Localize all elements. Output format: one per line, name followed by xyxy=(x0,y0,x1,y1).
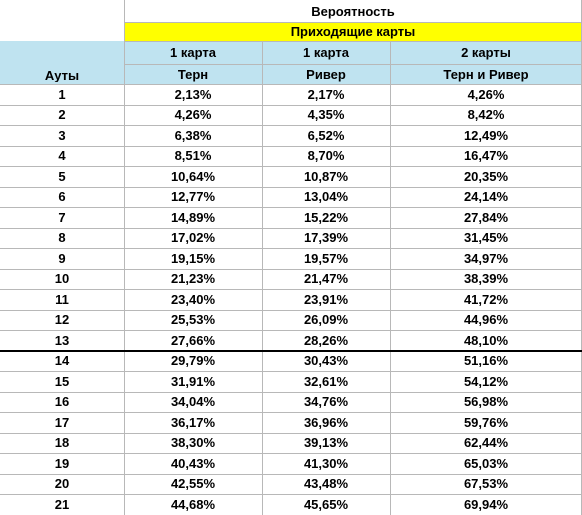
outs-count: 3 xyxy=(58,127,66,143)
probability-value: 8,51% xyxy=(174,148,212,164)
outs-count: 4 xyxy=(58,148,66,164)
outs-count: 2 xyxy=(58,107,66,123)
probability-header: Вероятность xyxy=(311,3,395,19)
probability-value: 15,22% xyxy=(303,209,349,225)
row-separator xyxy=(0,350,582,352)
probability-value: 23,91% xyxy=(303,291,349,307)
probability-value: 14,89% xyxy=(170,209,216,225)
outs-header: Ауты xyxy=(44,68,80,82)
grid-line xyxy=(124,0,125,515)
grid-line xyxy=(0,474,582,475)
probability-value: 41,30% xyxy=(303,455,349,471)
probability-value: 39,13% xyxy=(303,435,349,451)
probability-value: 8,42% xyxy=(467,107,505,123)
probability-value: 17,02% xyxy=(170,230,216,246)
grid-line xyxy=(0,433,582,434)
outs-count: 15 xyxy=(54,373,70,389)
outs-count: 18 xyxy=(54,435,70,451)
column-card-count: 1 карта xyxy=(303,45,349,60)
probability-value: 62,44% xyxy=(463,435,509,451)
outs-count: 6 xyxy=(58,189,66,205)
probability-value: 59,76% xyxy=(463,414,509,430)
probability-value: 19,57% xyxy=(303,250,349,266)
probability-value: 17,39% xyxy=(303,230,349,246)
grid-line xyxy=(0,84,582,85)
grid-line xyxy=(0,371,582,372)
probability-value: 31,45% xyxy=(463,230,509,246)
probability-value: 43,48% xyxy=(303,476,349,492)
probability-value: 27,66% xyxy=(170,332,216,348)
probability-value: 65,03% xyxy=(463,455,509,471)
probability-value: 10,64% xyxy=(170,168,216,184)
outs-count: 13 xyxy=(54,332,70,348)
probability-value: 38,39% xyxy=(463,271,509,287)
probability-value: 26,09% xyxy=(303,312,349,328)
probability-value: 67,53% xyxy=(463,476,509,492)
probability-value: 36,17% xyxy=(170,414,216,430)
column-card-count: 1 карта xyxy=(170,45,216,60)
outs-count: 21 xyxy=(54,496,70,512)
grid-line xyxy=(390,41,391,515)
probability-value: 12,77% xyxy=(170,189,216,205)
probability-value: 28,26% xyxy=(303,332,349,348)
grid-line xyxy=(0,453,582,454)
grid-line xyxy=(0,330,582,331)
outs-count: 20 xyxy=(54,476,70,492)
incoming-cards-header: Приходящие карты xyxy=(290,24,416,39)
probability-value: 31,91% xyxy=(170,373,216,389)
probability-value: 21,47% xyxy=(303,271,349,287)
outs-count: 14 xyxy=(54,353,70,369)
probability-value: 54,12% xyxy=(463,373,509,389)
grid-line xyxy=(0,166,582,167)
probability-value: 34,04% xyxy=(170,394,216,410)
outs-count: 12 xyxy=(54,312,70,328)
grid-line xyxy=(0,228,582,229)
probability-value: 34,97% xyxy=(463,250,509,266)
outs-count: 19 xyxy=(54,455,70,471)
grid-line xyxy=(0,248,582,249)
outs-count: 9 xyxy=(58,250,66,266)
probability-value: 12,49% xyxy=(463,127,509,143)
probability-value: 40,43% xyxy=(170,455,216,471)
column-card-count: 2 карты xyxy=(461,45,511,60)
probability-value: 6,52% xyxy=(307,127,345,143)
grid-line xyxy=(0,125,582,126)
probability-value: 45,65% xyxy=(303,496,349,512)
grid-line xyxy=(0,105,582,106)
probability-value: 10,87% xyxy=(303,168,349,184)
probability-value: 4,26% xyxy=(174,107,212,123)
probability-value: 20,35% xyxy=(463,168,509,184)
outs-count: 7 xyxy=(58,209,66,225)
probability-value: 34,76% xyxy=(303,394,349,410)
grid-line xyxy=(0,269,582,270)
column-street-name: Ривер xyxy=(306,66,346,82)
probability-value: 51,16% xyxy=(463,353,509,369)
outs-count: 16 xyxy=(54,394,70,410)
grid-line xyxy=(124,22,582,23)
probability-value: 30,43% xyxy=(303,353,349,369)
grid-line xyxy=(0,289,582,290)
outs-count: 1 xyxy=(58,86,66,102)
probability-value: 4,35% xyxy=(307,107,345,123)
probability-value: 19,15% xyxy=(170,250,216,266)
grid-line xyxy=(262,41,263,515)
grid-line xyxy=(0,494,582,495)
probability-value: 56,98% xyxy=(463,394,509,410)
probability-value: 32,61% xyxy=(303,373,349,389)
probability-value: 29,79% xyxy=(170,353,216,369)
grid-line xyxy=(0,146,582,147)
probability-value: 2,17% xyxy=(307,86,345,102)
grid-line xyxy=(0,310,582,311)
probability-value: 27,84% xyxy=(463,209,509,225)
grid-line xyxy=(0,207,582,208)
probability-value: 36,96% xyxy=(303,414,349,430)
probability-value: 41,72% xyxy=(463,291,509,307)
grid-line xyxy=(0,187,582,188)
outs-count: 10 xyxy=(54,271,70,287)
probability-value: 21,23% xyxy=(170,271,216,287)
probability-value: 16,47% xyxy=(463,148,509,164)
grid-line xyxy=(0,412,582,413)
probability-value: 69,94% xyxy=(463,496,509,512)
probability-value: 13,04% xyxy=(303,189,349,205)
probability-value: 44,68% xyxy=(170,496,216,512)
probability-value: 38,30% xyxy=(170,435,216,451)
probability-value: 42,55% xyxy=(170,476,216,492)
probability-value: 48,10% xyxy=(463,332,509,348)
probability-value: 6,38% xyxy=(174,127,212,143)
probability-value: 2,13% xyxy=(174,86,212,102)
probability-value: 24,14% xyxy=(463,189,509,205)
outs-count: 5 xyxy=(58,168,66,184)
outs-count: 17 xyxy=(54,414,70,430)
probability-value: 23,40% xyxy=(170,291,216,307)
grid-line xyxy=(124,41,582,42)
probability-value: 44,96% xyxy=(463,312,509,328)
outs-count: 11 xyxy=(55,291,69,307)
outs-count: 8 xyxy=(58,230,66,246)
column-street-name: Терн и Ривер xyxy=(443,66,529,82)
probability-value: 4,26% xyxy=(467,86,505,102)
probability-value: 25,53% xyxy=(170,312,216,328)
grid-line xyxy=(124,64,582,65)
probability-value: 8,70% xyxy=(307,148,345,164)
grid-line xyxy=(0,392,582,393)
column-street-name: Терн xyxy=(177,66,209,82)
